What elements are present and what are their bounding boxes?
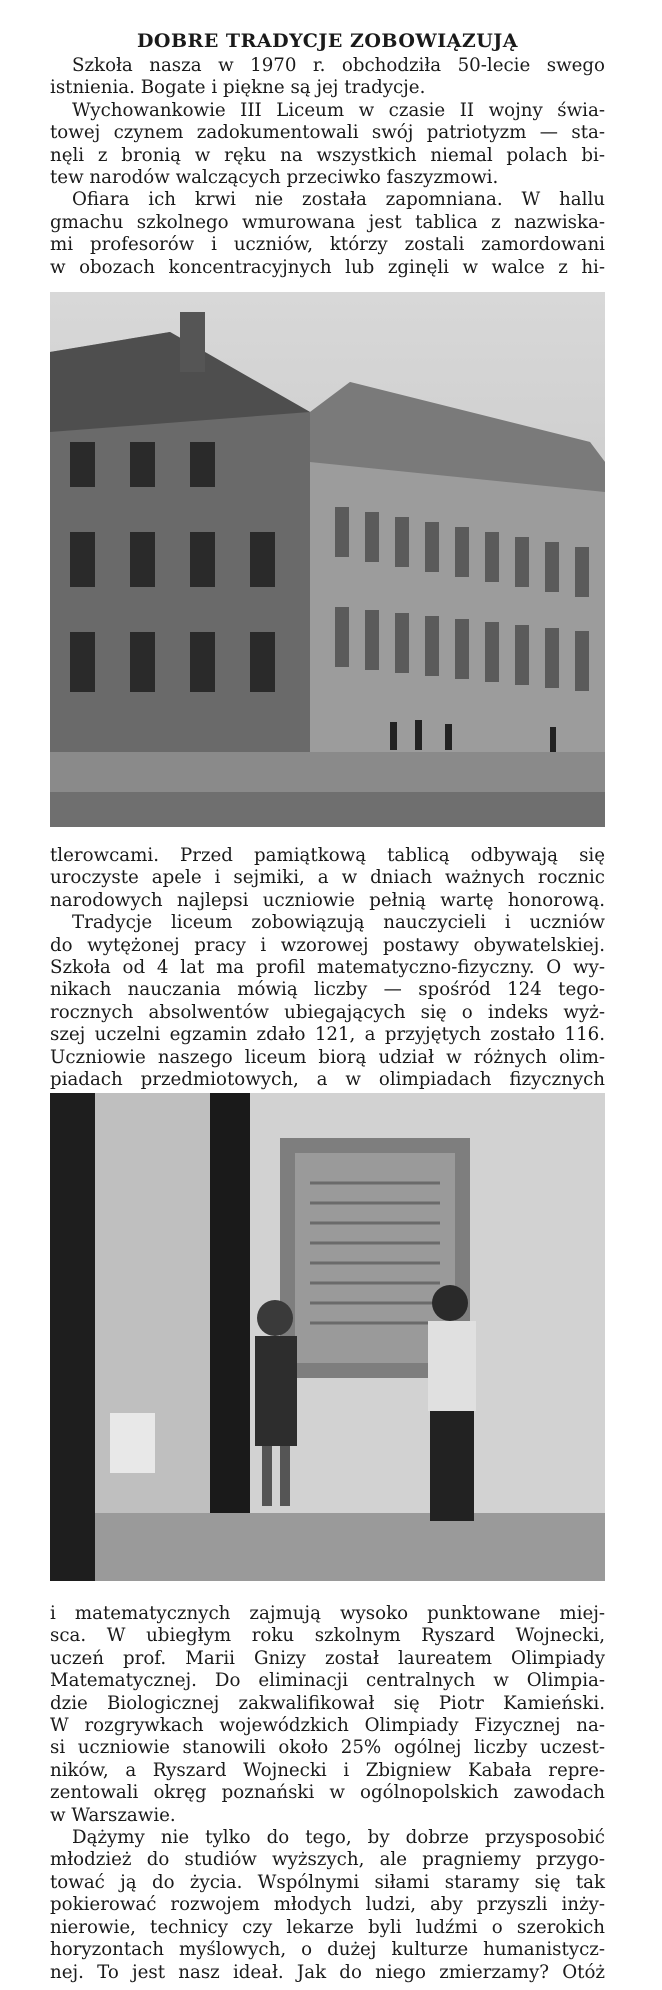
text-line: ników, a Ryszard Wojnecki i Zbigniew Kabała repre-: [50, 1759, 605, 1781]
text-block: [50, 55, 605, 279]
text-line: istnienia. Bogate i piękne są jej tradycje.: [50, 77, 426, 99]
text-line: Szkoła nasza w 1970 r. obchodziła 50-lecie swego: [72, 55, 605, 76]
text-line: si uczniowie stanowili około 25% ogólnej liczby uczest-: [50, 1737, 605, 1759]
text-line: Ofiara ich krwi nie została zapomniana. W hallu: [72, 189, 605, 211]
text-line: gmachu szkolnego wmurowana jest tablica z nazwiska-: [50, 211, 605, 233]
text-block: [50, 1603, 605, 1984]
text-line: Szkoła od 4 lat ma profil matematyczno-fizyczny. O wy-: [50, 957, 605, 979]
text-line: towej czynem zadokumentowali swój patriotyzm — sta-: [50, 122, 605, 144]
article-title: DOBRE TRADYCJE ZOBOWIĄZUJĄ: [136, 30, 519, 52]
text-line: nęli z bronią w ręku na wszystkich niemal polach bi-: [50, 144, 605, 166]
paragraph-block-2: [50, 845, 605, 1091]
text-line: pokierować rozwojem młodych ludzi, aby przyszli inży-: [50, 1894, 605, 1916]
text-line: Uczniowie naszego liceum biorą udział w różnych olim-: [50, 1046, 605, 1068]
memorial-plaque-photo: [50, 1093, 605, 1581]
text-line: tować ją do życia. Wspólnymi siłami staramy się tak: [50, 1871, 605, 1893]
text-block: [50, 845, 605, 1091]
text-line: nierowie, technicy czy lekarze byli ludźmi o szerokich: [50, 1916, 605, 1938]
school-building-photo: [50, 292, 605, 827]
text-line: nikach nauczania mówią liczby — spośród 124 tego-: [50, 979, 605, 1001]
text-line: zentowali okręg poznański w ogólnopolskich zawodach: [50, 1782, 605, 1804]
text-line: rocznych absolwentów ubiegających się o indeks wyż-: [50, 1001, 605, 1023]
text-line: szej uczelni egzamin zdało 121, a przyjętych zostało 116.: [50, 1024, 605, 1046]
text-line: mi profesorów i uczniów, którzy zostali zamordowani: [50, 234, 605, 256]
text-line: nej. To jest nasz ideał. Jak do niego zmierzamy? Otóż: [50, 1961, 605, 1983]
text-line: sca. W ubiegłym roku szkolnym Ryszard Wojnecki,: [50, 1625, 605, 1647]
text-line: w Warszawie.: [50, 1804, 176, 1826]
text-line: do wytężonej pracy i wzorowej postawy obywatelskiej.: [50, 934, 605, 956]
text-line: Tradycje liceum zobowiązują nauczycieli i uczniów: [72, 912, 605, 934]
text-line: Matematycznej. Do eliminacji centralnych w Olimpia-: [50, 1670, 605, 1692]
text-line: Wychowankowie III Liceum w czasie II wojny świa-: [72, 99, 605, 121]
text-line: uroczyste apele i sejmiki, a w dniach ważnych rocznic: [50, 867, 605, 889]
text-line: narodowych najlepsi uczniowie pełnią wartę honorową.: [50, 889, 605, 911]
text-line: uczeń prof. Marii Gnizy został laureatem Olimpiady: [50, 1647, 605, 1669]
text-line: W rozgrywkach wojewódzkich Olimpiady Fizycznej na-: [50, 1715, 605, 1737]
text-line: tew narodów walczących przeciwko faszyzmowi.: [50, 167, 499, 189]
paragraph-block-1: [50, 55, 605, 279]
paragraph-block-3: [50, 1603, 605, 1984]
text-line: w obozach koncentracyjnych lub zginęli w walce z hi-: [50, 256, 605, 278]
text-line: tlerowcami. Przed pamiątkową tablicą odbywają się: [50, 845, 605, 866]
text-line: piadach przedmiotowych, a w olimpiadach fizycznych: [50, 1069, 605, 1091]
text-line: Dążymy nie tylko do tego, by dobrze przysposobić: [72, 1827, 605, 1849]
text-line: młodzież do studiów wyższych, ale pragniemy przygo-: [50, 1849, 605, 1871]
text-line: i matematycznych zajmują wysoko punktowane miej-: [50, 1603, 605, 1624]
text-line: dzie Biologicznej zakwalifikował się Piotr Kamieński.: [50, 1692, 605, 1714]
text-line: horyzontach myślowych, o dużej kulturze humanistycz-: [50, 1939, 605, 1961]
